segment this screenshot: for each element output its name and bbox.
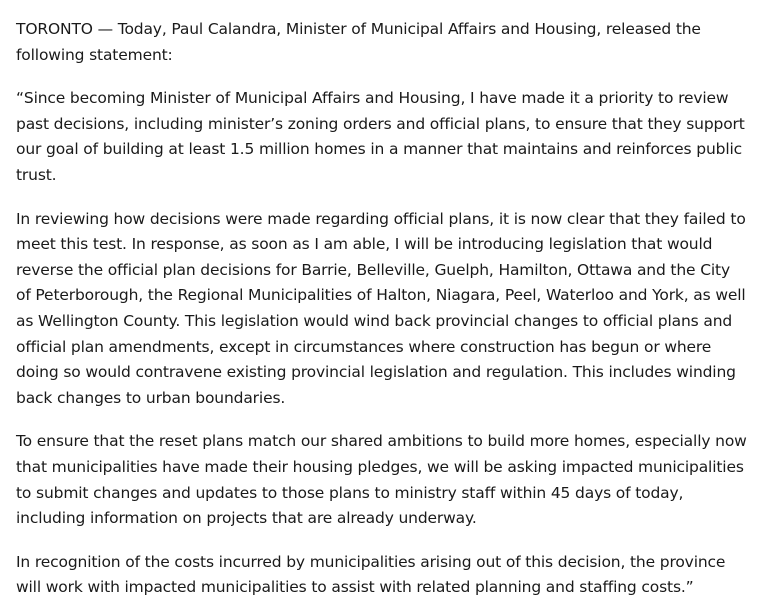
paragraph-costs: In recognition of the costs incurred by municipalities arising out of this decision, the province will work with impacted municipalities to assist with related planning and staffing costs.”: [16, 552, 726, 597]
paragraph-reset-plans: To ensure that the reset plans match our shared ambitions to build more homes, especially now that municipalities have made their housing pledges, we will be asking impacted municipalities to submit changes and updates to those plans to ministry staff within 45 days of today, including information on projects that are already underway.: [16, 432, 747, 528]
paragraph-legislation: In reviewing how decisions were made regarding official plans, it is now clear that they failed to meet this test. In response, as soon as I am able, I will be introducing legislation that would reverse the official plan decisions for Barrie, Belleville, Guelph, Hamilton, Ottawa and the City of Peterborough, the Regional Municipalities of Halton, Niagara, Peel, Waterloo and York, as well as Wellington County. This legislation would wind back provincial changes to official plans and official plan amendments, except in circumstances where construction has begun or where doing so would contravene existing provincial legislation and regulation. This includes winding back changes to urban boundaries.: [16, 209, 746, 407]
paragraph-statement-intro: “Since becoming Minister of Municipal Affairs and Housing, I have made it a priority to review past decisions, including minister’s zoning orders and official plans, to ensure that they support our goal of building at least 1.5 million homes in a manner that maintains and reinforces public trust.: [16, 89, 745, 184]
paragraph-dateline: TORONTO — Today, Paul Calandra, Minister of Municipal Affairs and Housing, released the following statement:: [16, 20, 701, 64]
